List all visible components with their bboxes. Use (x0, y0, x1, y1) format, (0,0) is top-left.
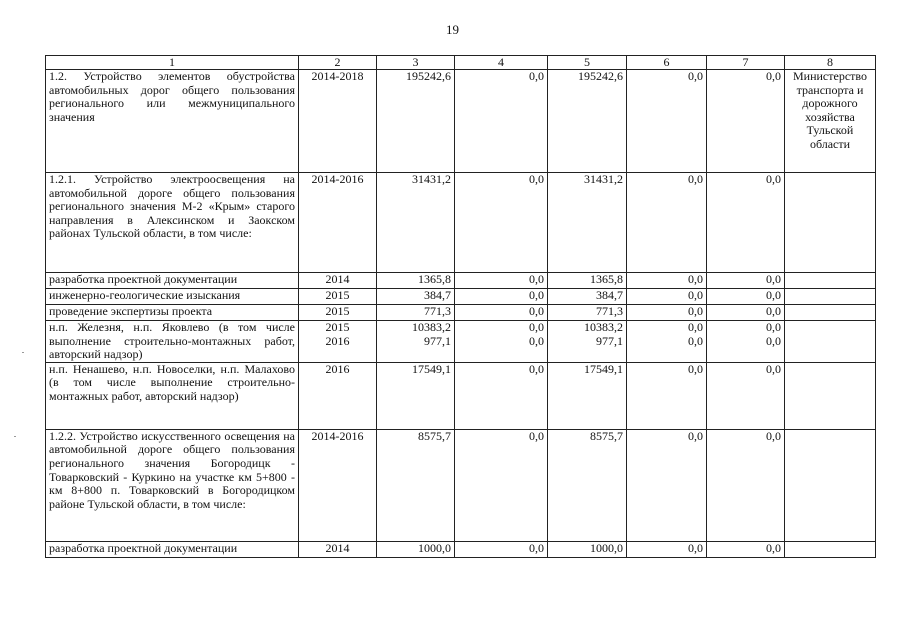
period-cell-value: 2016 (325, 362, 350, 376)
amount-cell (455, 429, 548, 541)
amount-cell-value: 8575,7 (418, 429, 451, 443)
period-cell (299, 273, 377, 289)
amount-cell-value: 0,0 (766, 362, 781, 376)
amount-cell (548, 273, 627, 289)
executor-cell (785, 541, 876, 557)
period-cell-value: 2016 (325, 333, 350, 348)
executor-cell (785, 173, 876, 273)
amount-cell-value: 195242,6 (578, 69, 623, 83)
amount-cell (548, 429, 627, 541)
description-cell: н.п. Железня, н.п. Яковлево (в том числе выполнение строительно-монтажных работ, авторский надзор) (46, 321, 299, 363)
amount-cell (377, 305, 455, 321)
amount-cell-value: 0,0 (688, 320, 703, 334)
amount-cell (377, 289, 455, 305)
amount-cell-value: 195242,6 (406, 69, 451, 83)
amount-cell-value: 0,0 (529, 320, 544, 334)
amount-cell-value: 0,0 (766, 272, 781, 286)
amount-cell (707, 541, 785, 557)
period-cell (299, 289, 377, 305)
amount-cell-value: 0,0 (688, 69, 703, 83)
amount-cell-value: 31431,2 (412, 172, 451, 186)
amount-cell-value: 10383,2 (584, 320, 623, 334)
description-cell: проведение экспертизы проекта (46, 305, 299, 321)
table-row (46, 289, 876, 305)
amount-cell (548, 321, 627, 363)
period-cell-value: 2015 (325, 320, 350, 334)
description-cell: разработка проектной документации (46, 541, 299, 557)
scan-speck (14, 436, 16, 437)
amount-cell (707, 321, 785, 363)
amount-cell-value: 0,0 (529, 272, 544, 286)
amount-cell-value: 0,0 (529, 541, 544, 555)
amount-cell-value: 0,0 (766, 541, 781, 555)
header-cell: 6 (627, 56, 707, 70)
header-cell: 2 (299, 56, 377, 70)
amount-cell-value: 384,7 (424, 288, 451, 302)
amount-cell (455, 305, 548, 321)
amount-cell (455, 541, 548, 557)
amount-cell-value: 771,3 (424, 304, 451, 318)
header-cell: 1 (46, 56, 299, 70)
amount-cell-value: 17549,1 (584, 362, 623, 376)
amount-cell (627, 273, 707, 289)
amount-cell (548, 289, 627, 305)
period-cell-value: 2014-2016 (311, 429, 364, 443)
table-row (46, 362, 876, 429)
amount-cell (627, 429, 707, 541)
amount-cell-value: 0,0 (688, 288, 703, 302)
amount-cell (455, 362, 548, 429)
period-cell (299, 321, 377, 363)
executor-cell (785, 305, 876, 321)
executor-cell (785, 321, 876, 363)
amount-cell-value: 771,3 (596, 304, 623, 318)
amount-cell (707, 362, 785, 429)
executor-cell (785, 273, 876, 289)
description-cell: 1.2.1. Устройство электроосвещения на автомобильной дороге общего пользования регионального значения М-2 «Крым» старого направления в Алексинском и Заокском районах Тульской области, в том числе: (46, 173, 299, 273)
amount-cell-value: 0,0 (688, 172, 703, 186)
table-row (46, 429, 876, 541)
table-row (46, 273, 876, 289)
description-cell: инженерно-геологические изыскания (46, 289, 299, 305)
executor-cell: Министерство транспорта и дорожного хозяйства Тульской области (785, 70, 876, 173)
amount-cell-value: 0,0 (688, 541, 703, 555)
table-row (46, 70, 876, 173)
description-cell: н.п. Ненашево, н.п. Новоселки, н.п. Малахово (в том числе выполнение строительно-монтажных работ, авторский надзор) (46, 362, 299, 429)
header-cell: 8 (785, 56, 876, 70)
amount-cell-value: 0,0 (688, 362, 703, 376)
amount-cell (455, 321, 548, 363)
table-row (46, 321, 876, 363)
amount-cell-value: 0,0 (529, 333, 544, 348)
amount-cell (627, 541, 707, 557)
amount-cell-value: 977,1 (424, 333, 451, 348)
scan-speck (22, 352, 24, 353)
amount-cell (548, 305, 627, 321)
amount-cell (627, 70, 707, 173)
amount-cell-value: 0,0 (529, 69, 544, 83)
amount-cell-value: 0,0 (766, 69, 781, 83)
period-cell-value: 2014-2016 (311, 172, 364, 186)
table-row (46, 541, 876, 557)
amount-cell-value: 1000,0 (418, 541, 451, 555)
page-number: 19 (446, 22, 459, 37)
amount-cell (627, 362, 707, 429)
amount-cell-value: 0,0 (688, 429, 703, 443)
amount-cell-value: 0,0 (529, 288, 544, 302)
description-cell: 1.2.2. Устройство искусственного освещения на автомобильной дороге общего пользования регионального значения Богородицк - Товарковский - Куркино на участке км 5+800 - км 8+800 п. Товарковский в Богородицком районе Тульской области, в том числе: (46, 429, 299, 541)
executor-cell (785, 429, 876, 541)
amount-cell (377, 541, 455, 557)
amount-cell-value: 0,0 (766, 333, 781, 348)
amount-cell-value: 0,0 (688, 304, 703, 318)
period-cell (299, 541, 377, 557)
amount-cell-value: 1000,0 (590, 541, 623, 555)
amount-cell (707, 273, 785, 289)
amount-cell (377, 273, 455, 289)
amount-cell (548, 541, 627, 557)
period-cell (299, 70, 377, 173)
table-row (46, 173, 876, 273)
header-cell: 5 (548, 56, 627, 70)
amount-cell (377, 429, 455, 541)
amount-cell-value: 0,0 (766, 320, 781, 334)
amount-cell-value: 977,1 (596, 333, 623, 348)
amount-cell (707, 173, 785, 273)
period-cell-value: 2015 (325, 304, 350, 318)
header-cell: 7 (707, 56, 785, 70)
period-cell-value: 2014 (325, 541, 350, 555)
amount-cell (377, 173, 455, 273)
period-cell (299, 429, 377, 541)
table-row (46, 305, 876, 321)
header-cell: 4 (455, 56, 548, 70)
amount-cell-value: 384,7 (596, 288, 623, 302)
period-cell-value: 2014 (325, 272, 350, 286)
executor-cell (785, 362, 876, 429)
amount-cell (455, 70, 548, 173)
amount-cell (377, 362, 455, 429)
amount-cell-value: 0,0 (688, 272, 703, 286)
amount-cell-value: 17549,1 (412, 362, 451, 376)
amount-cell-value: 0,0 (529, 429, 544, 443)
amount-cell-value: 1365,8 (418, 272, 451, 286)
budget-table (45, 55, 876, 558)
period-cell-value: 2015 (325, 288, 350, 302)
table-body (46, 56, 876, 558)
amount-cell (377, 321, 455, 363)
amount-cell (455, 173, 548, 273)
amount-cell-value: 0,0 (529, 362, 544, 376)
amount-cell-value: 0,0 (766, 172, 781, 186)
amount-cell (707, 289, 785, 305)
amount-cell (707, 305, 785, 321)
amount-cell (627, 173, 707, 273)
amount-cell-value: 8575,7 (590, 429, 623, 443)
period-cell (299, 173, 377, 273)
amount-cell (707, 429, 785, 541)
amount-cell (627, 321, 707, 363)
period-cell-value: 2014-2018 (311, 69, 364, 83)
amount-cell (455, 273, 548, 289)
amount-cell-value: 0,0 (529, 304, 544, 318)
amount-cell (377, 70, 455, 173)
period-cell (299, 305, 377, 321)
description-cell: разработка проектной документации (46, 273, 299, 289)
amount-cell (548, 173, 627, 273)
amount-cell-value: 10383,2 (412, 320, 451, 334)
amount-cell-value: 0,0 (529, 172, 544, 186)
amount-cell (627, 289, 707, 305)
header-cell: 3 (377, 56, 455, 70)
header-row (46, 56, 876, 70)
amount-cell-value: 0,0 (766, 288, 781, 302)
description-cell: 1.2. Устройство элементов обустройства автомобильных дорог общего пользования регионального или межмуниципального значения (46, 70, 299, 173)
amount-cell (548, 70, 627, 173)
amount-cell-value: 0,0 (766, 304, 781, 318)
amount-cell-value: 0,0 (766, 429, 781, 443)
amount-cell (455, 289, 548, 305)
amount-cell (627, 305, 707, 321)
amount-cell (548, 362, 627, 429)
amount-cell-value: 0,0 (688, 333, 703, 348)
executor-cell (785, 289, 876, 305)
amount-cell-value: 31431,2 (584, 172, 623, 186)
period-cell (299, 362, 377, 429)
amount-cell (707, 70, 785, 173)
amount-cell-value: 1365,8 (590, 272, 623, 286)
